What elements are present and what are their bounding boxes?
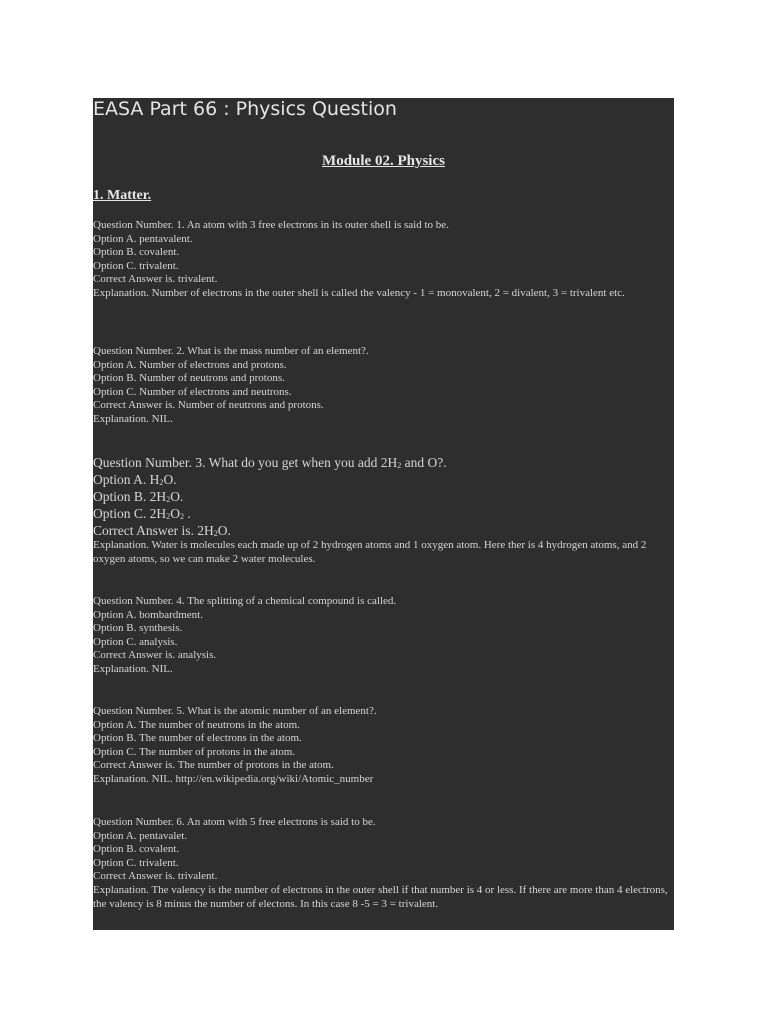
option-a: Option A. The number of neutrons in the atom. [93,718,300,731]
option-b: Option B. synthesis. [93,622,183,635]
explanation: Explanation. Number of electrons in the outer shell is called the valency - 1 = monovalent, 2 = divalent, 3 = trivalent etc. [93,286,625,299]
question-text: Question Number. 2. What is the mass number of an element?. [93,345,369,357]
question-block-4 [93,595,674,677]
correct-answer: Correct Answer is. trivalent. [93,870,218,883]
explanation: Explanation. NIL. http://en.wikipedia.org/wiki/Atomic_number [93,772,374,785]
document-title: EASA Part 66 : Physics Question [93,98,397,120]
document-page [93,98,674,930]
option-a: Option A. pentavalet. [93,829,188,842]
option-c: Option C. Number of electrons and neutrons. [93,385,292,398]
option-c: Option C. trivalent. [93,856,179,869]
correct-answer: Correct Answer is. The number of protons in the atom. [93,759,334,772]
option-a: Option A. $H_2O$. [93,472,177,488]
option-c: Option C. $2H_2O_2$ . [93,506,191,522]
option-b: Option B. covalent. [93,843,180,856]
explanation: Explanation. The valency is the number of electrons in the outer shell if that number is 4 or less. If there are more than 4 electrons, the valency is 8 minus the number of electons. In this case 8 -5 = 3 = trivalent. [93,883,668,910]
question-block-2 [93,345,674,427]
section-title: 1. Matter. [93,188,152,203]
option-a: Option A. bombardment. [93,608,203,621]
option-b: Option B. $2H_2O$. [93,489,184,505]
option-b: Option B. Number of neutrons and protons. [93,372,285,385]
question-text: Question Number. 5. What is the atomic number of an element?. [93,705,377,717]
option-a: Option A. Number of electrons and protons. [93,358,287,371]
question-text: Question Number. 1. An atom with 3 free electrons in its outer shell is said to be. [93,219,449,231]
option-c: Option C. The number of protons in the atom. [93,745,296,758]
module-title: Module 02. Physics [322,153,445,169]
question-block-3 [93,454,674,566]
correct-answer: Correct Answer is. trivalent. [93,273,218,286]
option-a: Option A. pentavalent. [93,232,193,245]
option-b: Option B. The number of electrons in the atom. [93,732,302,745]
option-b: Option B. covalent. [93,246,180,259]
explanation: Explanation. NIL. [93,662,173,675]
question-block-6 [93,816,674,911]
correct-answer: Correct Answer is. $2H_2O$. [93,523,231,539]
explanation: Explanation. Water is molecules each made up of 2 hydrogen atoms and 1 oxygen atom. Here ther is 4 hydrogen atoms, and 2 oxygen atoms, so we can make 2 water molecules. [93,539,647,565]
option-c: Option C. trivalent. [93,259,179,272]
correct-answer: Correct Answer is. analysis. [93,649,217,662]
correct-answer: Correct Answer is. Number of neutrons and protons. [93,399,324,412]
question-block-1 [93,219,674,301]
explanation: Explanation. NIL. [93,412,173,425]
question-text: Question Number. 4. The splitting of a chemical compound is called. [93,595,397,607]
question-text: Question Number. 3. What do you get when you add $2H_2$ and O?. [93,455,447,471]
option-c: Option C. analysis. [93,635,178,648]
question-block-5 [93,705,674,787]
question-text: Question Number. 6. An atom with 5 free electrons is said to be. [93,816,376,828]
